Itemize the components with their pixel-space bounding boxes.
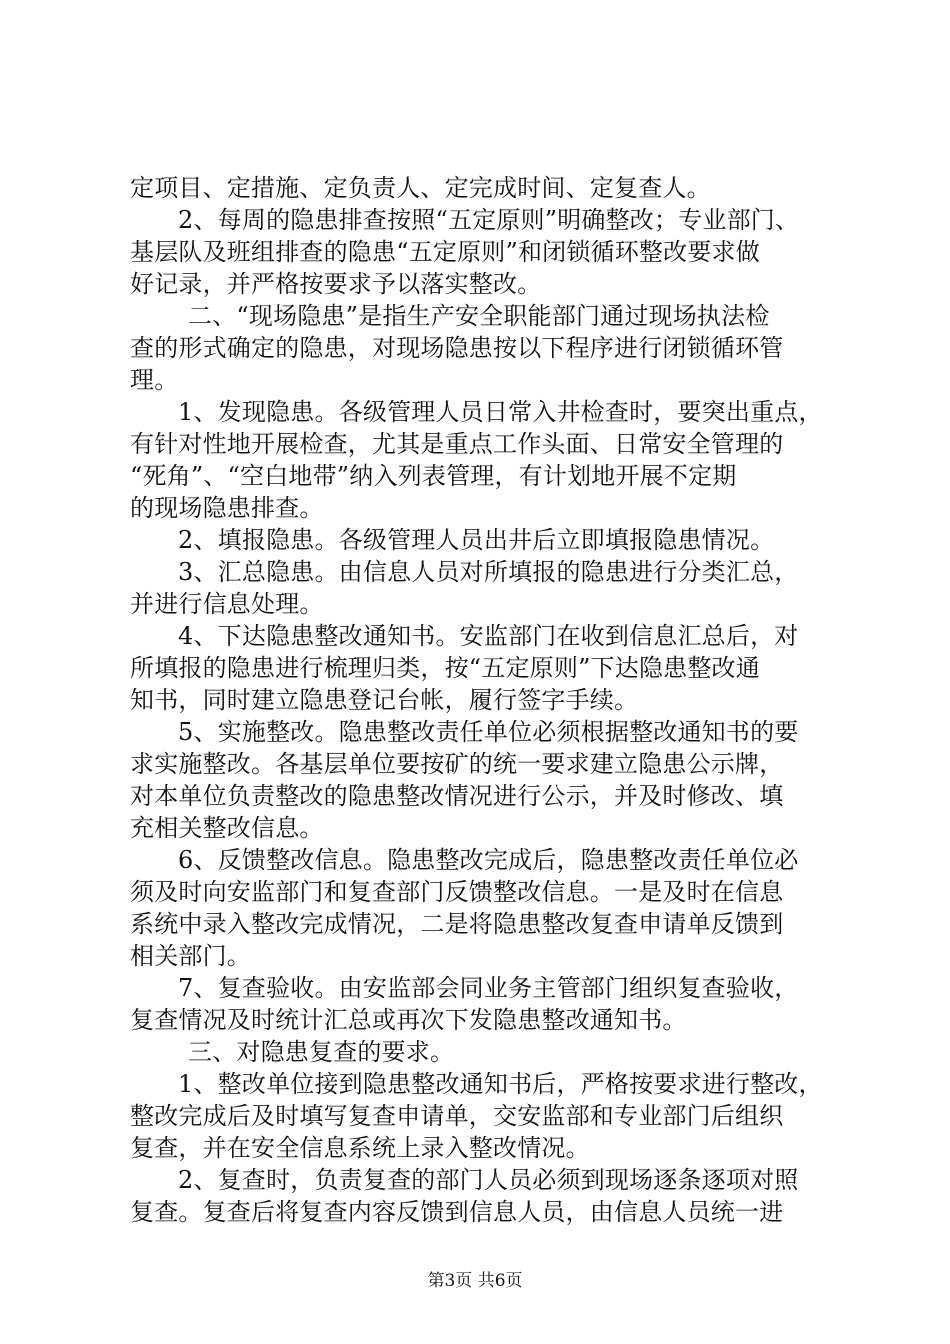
text-line: 相关部门。 bbox=[130, 942, 251, 970]
text-line: 并进行信息处理。 bbox=[130, 590, 324, 618]
text-line: 知书，同时建立隐患登记台帐，履行签字手续。 bbox=[130, 686, 639, 714]
text-line: “死角”、“空白地带”纳入列表管理，有计划地开展不定期 bbox=[130, 462, 737, 490]
text-line: 5、实施整改。隐患整改责任单位必须根据整改通知书的要 bbox=[178, 718, 799, 746]
text-line: 1、整改单位接到隐患整改通知书后，严格按要求进行整改， bbox=[178, 1070, 823, 1098]
text-line: 有针对性地开展检查，尤其是重点工作头面、日常安全管理的 bbox=[130, 430, 784, 458]
text-line: 系统中录入整改完成情况，二是将隐患整改复查申请单反馈到 bbox=[130, 910, 784, 938]
text-line: 充相关整改信息。 bbox=[130, 814, 324, 842]
text-line: 好记录，并严格按要求予以落实整改。 bbox=[130, 270, 542, 298]
text-line: 定项目、定措施、定负责人、定完成时间、定复查人。 bbox=[130, 174, 711, 202]
text-line: 1、发现隐患。各级管理人员日常入井检查时，要突出重点， bbox=[178, 398, 823, 426]
text-line: 2、每周的隐患排查按照“五定原则”明确整改；专业部门、 bbox=[178, 206, 800, 234]
text-line: 须及时向安监部门和复查部门反馈整改信息。一是及时在信息 bbox=[130, 878, 784, 906]
text-line: 2、填报隐患。各级管理人员出井后立即填报隐患情况。 bbox=[178, 526, 775, 554]
document-body bbox=[130, 172, 835, 1228]
text-line: 3、汇总隐患。由信息人员对所填报的隐患进行分类汇总， bbox=[178, 558, 799, 586]
text-line: 7、复查验收。由安监部会同业务主管部门组织复查验收， bbox=[178, 974, 799, 1002]
section-heading-line: 二、“现场隐患”是指生产安全职能部门通过现场执法检 bbox=[188, 302, 770, 330]
section-heading-line: 三、对隐患复查的要求。 bbox=[188, 1038, 455, 1066]
text-line: 4、下达隐患整改通知书。安监部门在收到信息汇总后，对 bbox=[178, 622, 799, 650]
text-line: 整改完成后及时填写复查申请单，交安监部和专业部门后组织 bbox=[130, 1102, 784, 1130]
text-line: 复查。复查后将复查内容反馈到信息人员，由信息人员统一进 bbox=[130, 1198, 784, 1226]
page-number-footer: 第3页 共6页 bbox=[427, 1271, 523, 1291]
text-line: 复查情况及时统计汇总或再次下发隐患整改通知书。 bbox=[130, 1006, 687, 1034]
text-line: 6、反馈整改信息。隐患整改完成后，隐患整改责任单位必 bbox=[178, 846, 799, 874]
text-line: 基层队及班组排查的隐患“五定原则”和闭锁循环整改要求做 bbox=[130, 238, 760, 266]
text-line: 2、复查时，负责复查的部门人员必须到现场逐条逐项对照 bbox=[178, 1166, 799, 1194]
text-line: 所填报的隐患进行梳理归类，按“五定原则”下达隐患整改通 bbox=[130, 654, 760, 682]
text-line: 理。 bbox=[130, 366, 179, 394]
text-line: 对本单位负责整改的隐患整改情况进行公示，并及时修改、填 bbox=[130, 782, 784, 810]
text-line: 求实施整改。各基层单位要按矿的统一要求建立隐患公示牌， bbox=[130, 750, 784, 778]
text-line: 查的形式确定的隐患，对现场隐患按以下程序进行闭锁循环管 bbox=[130, 334, 784, 362]
text-line: 的现场隐患排查。 bbox=[130, 494, 324, 522]
text-line: 复查，并在安全信息系统上录入整改情况。 bbox=[130, 1134, 590, 1162]
